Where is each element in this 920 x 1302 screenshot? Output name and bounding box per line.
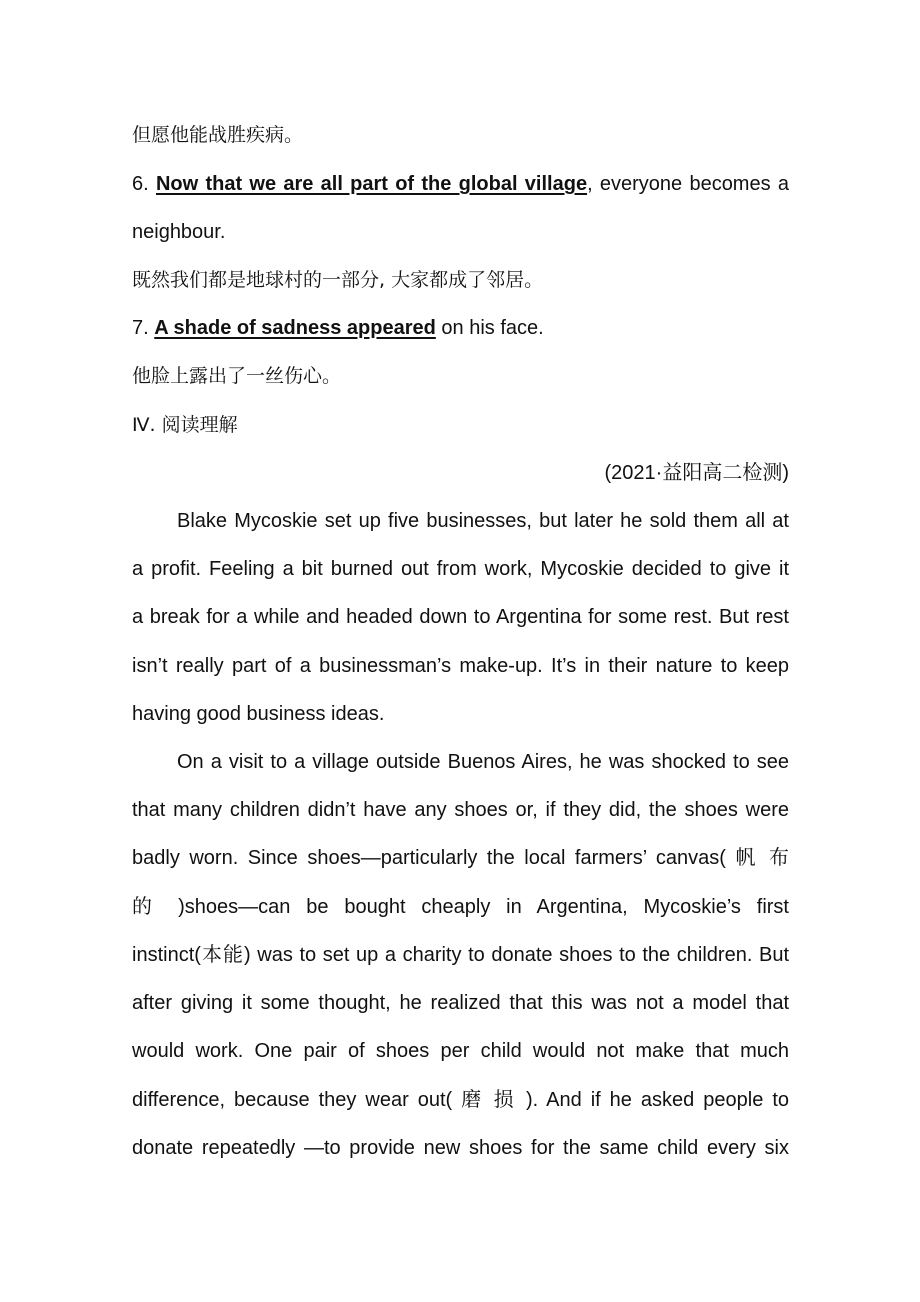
paragraph-2-line: badly worn. Since shoes—particularly the local farmers’ canvas( 帆 布 [132, 847, 789, 869]
item-6-translation: 既然我们都是地球村的一部分, 大家都成了邻居。 [132, 269, 544, 291]
item-6-rest: , everyone becomes a [587, 173, 789, 195]
item-6-line-1 [132, 169, 789, 199]
item-6-answer: Now that we are all part of the global village [155, 173, 588, 195]
paragraph-2-line: donate repeatedly —to provide new shoes for the same child every six [132, 1137, 789, 1159]
paragraph-2-line: after giving it some thought, he realized that this was not a model that [132, 992, 789, 1014]
item-7-number: 7. [132, 317, 155, 339]
translation-line-5: 但愿他能战胜疾病。 [132, 124, 304, 146]
section-heading: Ⅳ. 阅读理解 [132, 414, 238, 436]
paragraph-2-line: instinct(本能) was to set up a charity to donate shoes to the children. But [132, 944, 789, 966]
item-6-number: 6. [132, 173, 156, 195]
item-7-translation: 他脸上露出了一丝伤心。 [132, 365, 342, 387]
source-note: (2021·益阳高二检测) [604, 462, 789, 484]
item-7-rest: on his face. [435, 317, 544, 339]
paragraph-2-line: difference, because they wear out( 磨 损 ). And if he asked people to [132, 1089, 789, 1111]
paragraph-1-line: having good business ideas. [132, 703, 385, 725]
paragraph-1-line: a break for a while and headed down to Argentina for some rest. But rest [132, 606, 789, 628]
item-7-line [132, 313, 789, 343]
item-7-answer: A shade of sadness appeared [154, 317, 436, 339]
paragraph-2-line: would work. One pair of shoes per child would not make that much [132, 1040, 789, 1062]
paragraph-1-line: isn’t really part of a businessman’s make-up. It’s in their nature to keep [132, 655, 789, 677]
item-6-line-2: neighbour. [132, 221, 226, 243]
paragraph-1-line: Blake Mycoskie set up five businesses, but later he sold them all at [177, 510, 789, 532]
paragraph-2-line: 的 )shoes—can be bought cheaply in Argentina, Mycoskie’s first [132, 896, 789, 918]
paragraph-2-line: that many children didn’t have any shoes or, if they did, the shoes were [132, 799, 789, 821]
paragraph-2-line: On a visit to a village outside Buenos Aires, he was shocked to see [177, 751, 789, 773]
paragraph-1-line: a profit. Feeling a bit burned out from work, Mycoskie decided to give it [132, 558, 789, 580]
